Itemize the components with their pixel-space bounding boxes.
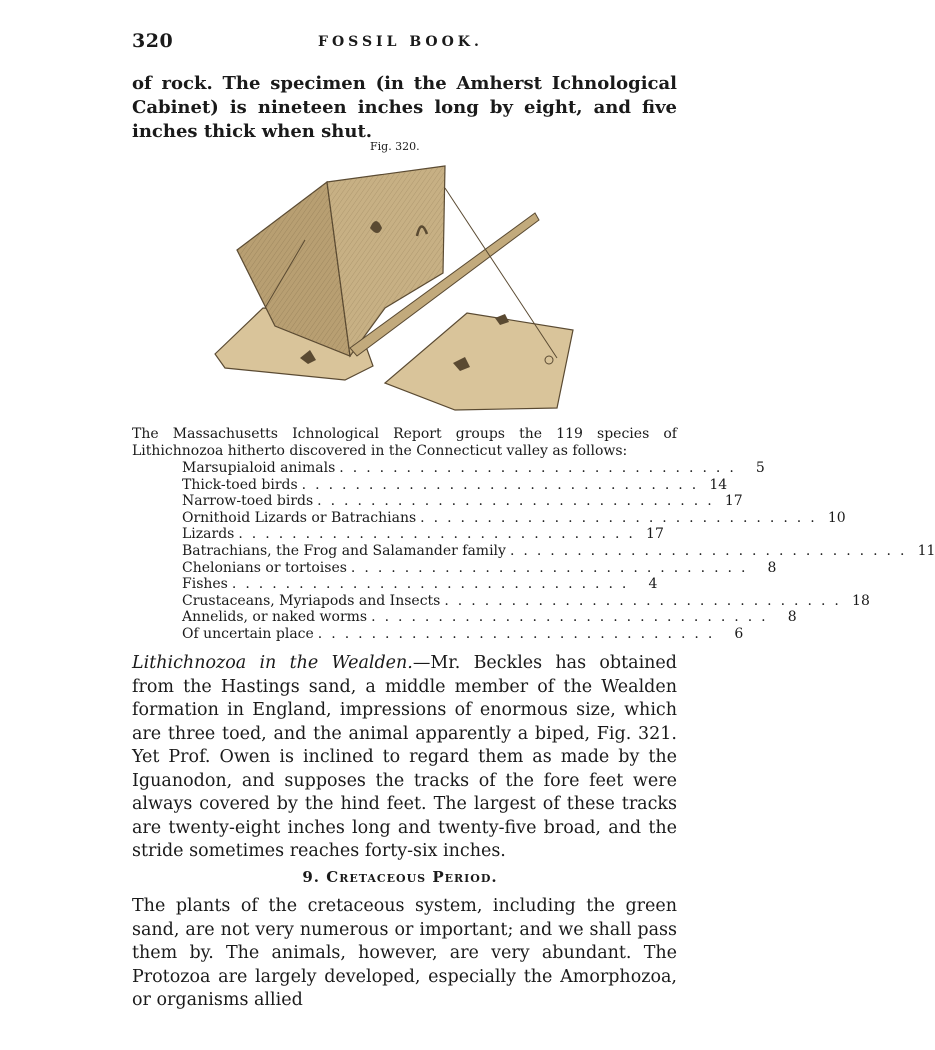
species-row: [182, 625, 744, 643]
fossil-slab-illustration: [205, 158, 580, 416]
leader-dots: ..............................: [371, 609, 775, 626]
running-title: FOSSIL BOOK.: [318, 34, 483, 50]
leader-dots: ..............................: [509, 542, 914, 559]
leader-dots: ..............................: [317, 625, 722, 642]
wealden-body: —Mr. Beckles has obtained from the Hastings sand, a middle member of the Wealden formation in England, impressions of enormous size, which are three toed, and the animal apparently a biped, Fig. 321. Yet Prof. Owen is inclined to regard them as made by the Iguanodon, and supposes the tracks of the fore feet were always covered by the hind feet. The largest of these tracks are twenty-eight inches long and twenty-five broad, and the stride sometimes reaches forty-six inches.: [132, 653, 677, 861]
species-count: 18: [852, 592, 870, 609]
species-row: [182, 576, 658, 593]
leader-dots: ..............................: [317, 493, 721, 510]
species-count: 5: [755, 460, 765, 476]
species-name: Of uncertain place: [182, 625, 314, 642]
species-name: Narrow-toed birds: [182, 493, 314, 510]
leader-dots: ..............................: [444, 592, 848, 609]
species-count: 10: [827, 509, 846, 526]
species-intro: The Massachusetts Ichnological Report groups the 119 species of Lithichnozoa hitherto discovered in the Connecticut valley as follows:: [132, 426, 677, 459]
paragraph-cretaceous: The plants of the cretaceous system, including the green sand, are not very numerous or important; and we shall pass them by. The animals, however, are very abundant. The Protozoa are largely developed, especially the Amorphozoa, or organisms allied: [132, 896, 677, 1010]
species-name: Annelids, or naked worms: [182, 609, 368, 626]
species-count: 11: [917, 542, 935, 559]
species-name: Thick-toed birds: [182, 476, 298, 493]
species-row: [182, 526, 664, 543]
species-count: 17: [724, 493, 743, 510]
species-row: [182, 542, 935, 560]
species-row: [182, 592, 870, 610]
species-list: [182, 460, 935, 643]
leader-dots: ..............................: [238, 526, 642, 543]
species-name: Lizards: [182, 526, 235, 543]
species-row: [182, 493, 743, 510]
leader-dots: ..............................: [350, 559, 755, 576]
figure-label: Fig. 320.: [370, 140, 420, 153]
species-row: [182, 509, 846, 527]
species-count: 8: [767, 559, 777, 576]
species-name: Fishes: [182, 576, 228, 593]
species-count: 4: [648, 576, 658, 593]
species-row: [182, 476, 728, 494]
species-count: 14: [709, 476, 728, 493]
leader-dots: ..............................: [420, 509, 824, 526]
section-title: Cretaceous Period.: [326, 868, 498, 886]
species-count: 17: [646, 526, 664, 543]
paragraph-wealden: [132, 652, 677, 864]
species-name: Batrachians, the Frog and Salamander family: [182, 542, 506, 559]
species-row: [182, 609, 797, 626]
section-heading: [0, 868, 800, 886]
species-name: Ornithoid Lizards or Batrachians: [182, 509, 417, 526]
leader-dots: ..............................: [301, 476, 706, 493]
species-row: [182, 460, 765, 477]
paragraph-top: of rock. The specimen (in the Amherst Ichnological Cabinet) is nineteen inches long by eight, and five inches thick when shut.: [132, 73, 677, 142]
page-number: 320: [132, 30, 174, 52]
species-row: [182, 559, 777, 577]
species-count: 8: [787, 609, 797, 626]
section-number: 9.: [302, 868, 321, 886]
species-name: Crustaceans, Myriapods and Insects: [182, 592, 441, 609]
wealden-title: Lithichnozoa in the Wealden.: [132, 653, 413, 673]
leader-dots: ..............................: [339, 460, 743, 476]
species-name: Marsupialoid animals: [182, 460, 336, 476]
leader-dots: ..............................: [231, 576, 636, 593]
species-name: Chelonians or tortoises: [182, 559, 347, 576]
species-count: 6: [734, 625, 744, 642]
